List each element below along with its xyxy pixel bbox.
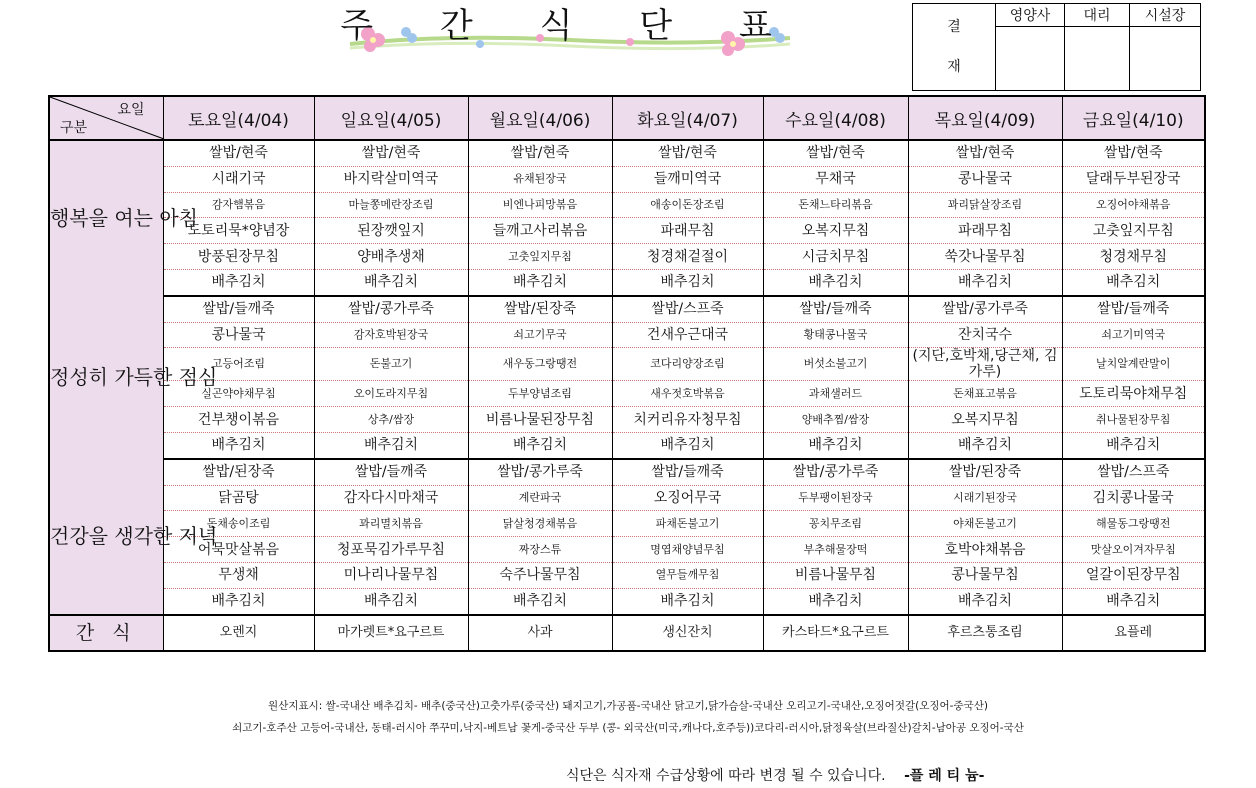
dinner-menu-item: 시래기된장국 — [908, 485, 1062, 511]
breakfast-menu-item: 고춧잎지무침 — [468, 244, 612, 270]
lunch-menu-item: 배추김치 — [314, 432, 468, 458]
lunch-row — [49, 381, 1205, 407]
dinner-menu-item: 쌀밥/된장죽 — [908, 459, 1062, 485]
lunch-menu-item: 쇠고기미역국 — [1062, 322, 1205, 348]
change-notice-text: 식단은 식자재 수급상황에 따라 변경 될 수 있습니다. — [566, 768, 886, 784]
lunch-menu-item: 쌀밥/콩가루죽 — [908, 296, 1062, 322]
dinner-menu-item: 쌀밥/된장죽 — [163, 459, 314, 485]
title-area — [330, 0, 810, 60]
lunch-menu-item: 비름나물된장무침 — [468, 407, 612, 433]
dinner-menu-item: 쌀밥/콩가루죽 — [763, 459, 908, 485]
breakfast-menu-item: 오징어야채볶음 — [1062, 192, 1205, 218]
corner-category-label: 구분 — [60, 120, 88, 136]
breakfast-menu-item: 감자햄볶음 — [163, 192, 314, 218]
lunch-menu-item: 콩나물국 — [163, 322, 314, 348]
dinner-menu-item: 열무들깨무침 — [612, 562, 763, 588]
snack-menu-item: 후르츠통조림 — [908, 615, 1062, 651]
breakfast-menu-item: 배추김치 — [612, 269, 763, 295]
dinner-menu-item: 배추김치 — [908, 588, 1062, 614]
breakfast-menu-item: 시금치무침 — [763, 244, 908, 270]
dinner-menu-item: 비름나물무침 — [763, 562, 908, 588]
lunch-menu-item: 코다리양장조림 — [612, 348, 763, 381]
dinner-menu-item: 배추김치 — [612, 588, 763, 614]
lunch-row — [49, 432, 1205, 458]
snack-menu-item: 마가렛트*요구르트 — [314, 615, 468, 651]
breakfast-menu-item: 배추김치 — [314, 269, 468, 295]
lunch-menu-item: 쇠고기무국 — [468, 322, 612, 348]
lunch-menu-item: 배추김치 — [908, 432, 1062, 458]
breakfast-menu-item: 쌀밥/현죽 — [612, 140, 763, 166]
dinner-menu-item: 호박야채볶음 — [908, 537, 1062, 563]
dinner-row — [49, 511, 1205, 537]
dinner-category-label: 건강을 생각한 저녁 — [49, 459, 163, 615]
lunch-menu-item: 감자호박된장국 — [314, 322, 468, 348]
dinner-menu-item: 꽁치무조림 — [763, 511, 908, 537]
lunch-menu-item: 도토리묵야채무침 — [1062, 381, 1205, 407]
approval-box — [912, 3, 1201, 91]
breakfast-row — [49, 244, 1205, 270]
breakfast-menu-item: 애송이돈장조림 — [612, 192, 763, 218]
breakfast-menu-item: 파래무침 — [908, 218, 1062, 244]
breakfast-menu-item: 비엔나피망볶음 — [468, 192, 612, 218]
dinner-menu-item: 맛살오이겨자무침 — [1062, 537, 1205, 563]
dinner-menu-item: 배추김치 — [468, 588, 612, 614]
dinner-menu-item: 청포묵김가루무침 — [314, 537, 468, 563]
dinner-menu-item: 오징어무국 — [612, 485, 763, 511]
lunch-menu-item: 오이도라지무침 — [314, 381, 468, 407]
dinner-menu-item: 얼갈이된장무침 — [1062, 562, 1205, 588]
approval-label-2: 재 — [947, 59, 961, 75]
lunch-menu-item: 새우젓호박볶음 — [612, 381, 763, 407]
approval-sign-deputy[interactable] — [1065, 27, 1130, 91]
dinner-menu-item: 쌀밥/콩가루죽 — [468, 459, 612, 485]
dinner-menu-item: 파채돈불고기 — [612, 511, 763, 537]
lunch-menu-item: 건새우근대국 — [612, 322, 763, 348]
lunch-menu-item: (지단,호박채,당근채, 김가루) — [908, 348, 1062, 381]
dinner-menu-item: 어묵맛살볶음 — [163, 537, 314, 563]
lunch-menu-item: 과채샐러드 — [763, 381, 908, 407]
dinner-menu-item: 미나리나물무침 — [314, 562, 468, 588]
breakfast-menu-item: 배추김치 — [468, 269, 612, 295]
breakfast-menu-item: 된장깻잎지 — [314, 218, 468, 244]
breakfast-menu-item: 배추김치 — [163, 269, 314, 295]
dinner-menu-item: 숙주나물무침 — [468, 562, 612, 588]
breakfast-row — [49, 192, 1205, 218]
breakfast-menu-item: 쌀밥/현죽 — [1062, 140, 1205, 166]
lunch-menu-item: 오복지무침 — [908, 407, 1062, 433]
lunch-menu-item: 쌀밥/들깨죽 — [163, 296, 314, 322]
breakfast-menu-item: 쌀밥/현죽 — [763, 140, 908, 166]
lunch-menu-item: 실곤약야채무침 — [163, 381, 314, 407]
breakfast-menu-item: 달래두부된장국 — [1062, 166, 1205, 192]
lunch-menu-item: 날치알계란말이 — [1062, 348, 1205, 381]
dinner-menu-item: 쌀밥/들깨죽 — [612, 459, 763, 485]
lunch-menu-item: 치커리유자청무침 — [612, 407, 763, 433]
breakfast-category-label: 행복을 여는 아침 — [49, 140, 163, 296]
lunch-menu-item: 두부양념조림 — [468, 381, 612, 407]
lunch-menu-item: 쌀밥/된장죽 — [468, 296, 612, 322]
dinner-menu-item: 배추김치 — [763, 588, 908, 614]
dinner-menu-item: 배추김치 — [163, 588, 314, 614]
breakfast-menu-item: 쑥갓나물무침 — [908, 244, 1062, 270]
dinner-menu-item: 야채돈불고기 — [908, 511, 1062, 537]
breakfast-menu-item: 배추김치 — [763, 269, 908, 295]
origin-notice-line-1: 원산지표시: 쌀-국내산 배추김치- 배추(중국산)고춧가루(중국산) 돼지고기,가공품-국내산 닭고기,닭가슴살-국내산 오리고기-국내산,오징어젓갈(오징어-중국산) — [268, 700, 988, 712]
dinner-menu-item: 꽈리멸치볶음 — [314, 511, 468, 537]
snack-category-label: 간 식 — [49, 615, 163, 651]
approval-sign-director[interactable] — [1130, 27, 1201, 91]
lunch-category-label: 정성히 가득한 점심 — [49, 296, 163, 459]
dinner-menu-item: 콩나물무침 — [908, 562, 1062, 588]
dinner-menu-item: 감자다시마채국 — [314, 485, 468, 511]
breakfast-menu-item: 쌀밥/현죽 — [314, 140, 468, 166]
dinner-menu-item: 부추해물장떡 — [763, 537, 908, 563]
day-header: 토요일(4/04) — [163, 96, 314, 140]
snack-menu-item: 오렌지 — [163, 615, 314, 651]
approval-header-deputy: 대리 — [1065, 4, 1130, 27]
lunch-menu-item: 배추김치 — [163, 432, 314, 458]
dinner-row — [49, 562, 1205, 588]
breakfast-menu-item: 쌀밥/현죽 — [468, 140, 612, 166]
approval-header-director: 시설장 — [1130, 4, 1201, 27]
lunch-menu-item: 황태콩나물국 — [763, 322, 908, 348]
breakfast-menu-item: 배추김치 — [908, 269, 1062, 295]
lunch-menu-item: 쌀밥/들깨죽 — [763, 296, 908, 322]
dinner-menu-item: 무생채 — [163, 562, 314, 588]
day-header: 목요일(4/09) — [908, 96, 1062, 140]
dinner-menu-item: 쌀밥/들깨죽 — [314, 459, 468, 485]
brand-label: -플 레 티 늄- — [904, 768, 985, 784]
breakfast-menu-item: 들깨미역국 — [612, 166, 763, 192]
breakfast-menu-item: 고춧잎지무침 — [1062, 218, 1205, 244]
lunch-menu-item: 쌀밥/들깨죽 — [1062, 296, 1205, 322]
lunch-menu-item: 버섯소불고기 — [763, 348, 908, 381]
lunch-menu-item: 잔치국수 — [908, 322, 1062, 348]
day-header: 금요일(4/10) — [1062, 96, 1205, 140]
corner-day-label: 요일 — [117, 102, 145, 118]
lunch-row — [49, 348, 1205, 381]
dinner-menu-item: 두부팽이된장국 — [763, 485, 908, 511]
breakfast-menu-item: 쌀밥/현죽 — [908, 140, 1062, 166]
breakfast-row — [49, 218, 1205, 244]
snack-row — [49, 615, 1205, 651]
dinner-menu-item: 짜장스튜 — [468, 537, 612, 563]
breakfast-menu-item: 파래무침 — [612, 218, 763, 244]
lunch-menu-item: 배추김치 — [468, 432, 612, 458]
dinner-menu-item: 쌀밥/스프죽 — [1062, 459, 1205, 485]
breakfast-menu-item: 들깨고사리볶음 — [468, 218, 612, 244]
dinner-menu-item: 배추김치 — [314, 588, 468, 614]
snack-menu-item: 요플레 — [1062, 615, 1205, 651]
snack-menu-item: 생신잔치 — [612, 615, 763, 651]
lunch-menu-item: 건부챙이볶음 — [163, 407, 314, 433]
breakfast-menu-item: 돈채느타리볶음 — [763, 192, 908, 218]
lunch-menu-item: 쌀밥/콩가루죽 — [314, 296, 468, 322]
breakfast-menu-item: 도토리묵*양념장 — [163, 218, 314, 244]
dinner-menu-item: 명엽채양념무침 — [612, 537, 763, 563]
lunch-row — [49, 407, 1205, 433]
approval-label-1: 결 — [947, 19, 961, 35]
dinner-row — [49, 588, 1205, 614]
snack-menu-item: 카스타드*요구르트 — [763, 615, 908, 651]
lunch-menu-item: 돈불고기 — [314, 348, 468, 381]
lunch-row — [49, 322, 1205, 348]
dinner-menu-item: 김치콩나물국 — [1062, 485, 1205, 511]
breakfast-menu-item: 콩나물국 — [908, 166, 1062, 192]
breakfast-menu-item: 쌀밥/현죽 — [163, 140, 314, 166]
lunch-menu-item: 배추김치 — [763, 432, 908, 458]
table-corner — [49, 96, 163, 140]
weekly-menu-table — [48, 95, 1206, 652]
dinner-menu-item: 닭살청경채볶음 — [468, 511, 612, 537]
menu-body — [49, 140, 1205, 651]
breakfast-menu-item: 마늘쫑메란장조림 — [314, 192, 468, 218]
origin-notice-line-2: 쇠고기-호주산 고등어-국내산, 동태-러시아 쭈꾸미,낙지-베트남 꽃게-중국산 두부 (콩- 외국산(미국,캐나다,호주등))코다리-러시아,닭정육살(브라질산)갈치-남아공 오징어-국산 — [232, 722, 1024, 734]
lunch-menu-item: 돈채표고볶음 — [908, 381, 1062, 407]
snack-menu-item: 사과 — [468, 615, 612, 651]
dinner-menu-item: 돈채송이조림 — [163, 511, 314, 537]
breakfast-menu-item: 청경채무침 — [1062, 244, 1205, 270]
breakfast-menu-item: 시래기국 — [163, 166, 314, 192]
dinner-menu-item: 배추김치 — [1062, 588, 1205, 614]
day-header: 월요일(4/06) — [468, 96, 612, 140]
page-title: 주 간 식 단 표 — [340, 6, 800, 46]
dinner-menu-item: 계란파국 — [468, 485, 612, 511]
approval-header-dietitian: 영양사 — [996, 4, 1065, 27]
breakfast-menu-item: 방풍된장무침 — [163, 244, 314, 270]
breakfast-menu-item: 무채국 — [763, 166, 908, 192]
breakfast-menu-item: 양배추생채 — [314, 244, 468, 270]
breakfast-menu-item: 청경채겉절이 — [612, 244, 763, 270]
dinner-row — [49, 485, 1205, 511]
lunch-menu-item: 배추김치 — [1062, 432, 1205, 458]
breakfast-menu-item: 유채된장국 — [468, 166, 612, 192]
approval-sign-dietitian[interactable] — [996, 27, 1065, 91]
lunch-menu-item: 상추/쌈장 — [314, 407, 468, 433]
breakfast-row — [49, 140, 1205, 166]
dinner-row — [49, 537, 1205, 563]
breakfast-row — [49, 166, 1205, 192]
breakfast-menu-item: 오복지무침 — [763, 218, 908, 244]
breakfast-menu-item: 배추김치 — [1062, 269, 1205, 295]
approval-side-label — [913, 4, 996, 91]
day-header: 일요일(4/05) — [314, 96, 468, 140]
lunch-menu-item: 새우동그랑땡전 — [468, 348, 612, 381]
lunch-menu-item: 양배추찜/쌈장 — [763, 407, 908, 433]
lunch-menu-item: 고등어조림 — [163, 348, 314, 381]
day-header: 수요일(4/08) — [763, 96, 908, 140]
change-notice — [566, 765, 984, 785]
breakfast-menu-item: 바지락살미역국 — [314, 166, 468, 192]
lunch-menu-item: 쌀밥/스프죽 — [612, 296, 763, 322]
lunch-row — [49, 296, 1205, 322]
dinner-row — [49, 459, 1205, 485]
lunch-menu-item: 배추김치 — [612, 432, 763, 458]
breakfast-menu-item: 꽈리닭살장조림 — [908, 192, 1062, 218]
dinner-menu-item: 해물동그랑땡전 — [1062, 511, 1205, 537]
dinner-menu-item: 닭곰탕 — [163, 485, 314, 511]
day-header: 화요일(4/07) — [612, 96, 763, 140]
lunch-menu-item: 취나물된장무침 — [1062, 407, 1205, 433]
breakfast-row — [49, 269, 1205, 295]
